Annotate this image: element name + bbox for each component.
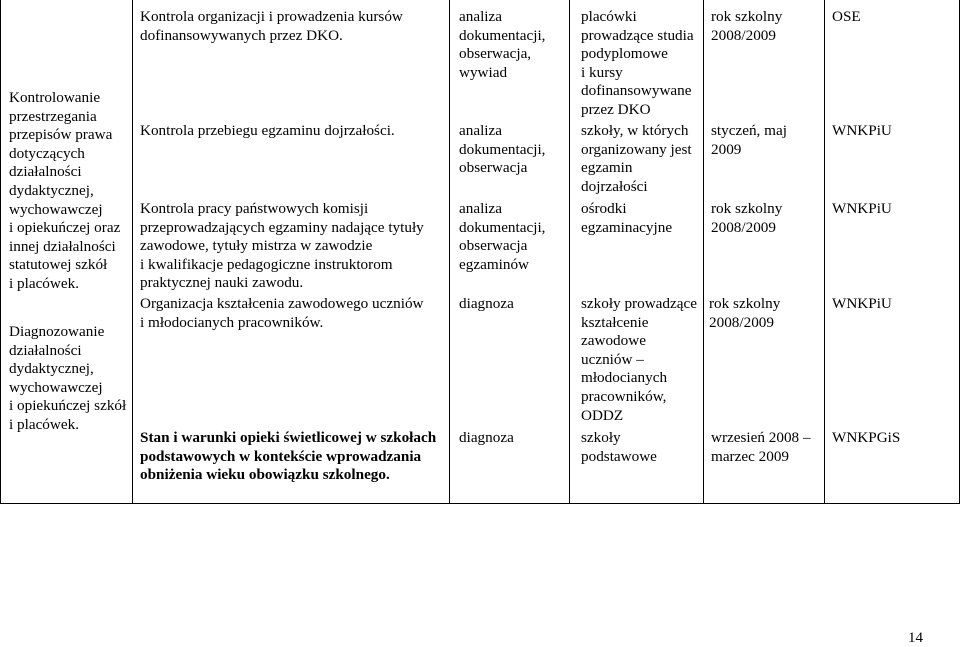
topic-cell: Stan i warunki opieki świetlicowej w szkołach podstawowych w kontekście wprowadzania obniżenia wieku obowiązku szkolnego.: [140, 429, 437, 484]
term-cell: styczeń, maj 2009: [711, 122, 787, 158]
term-cell: wrzesień 2008 – marzec 2009: [711, 429, 811, 465]
method-cell: analiza dokumentacji, obserwacja egzaminów: [459, 200, 546, 273]
unit-cell: WNKPiU: [832, 122, 892, 139]
topic-cell: Organizacja kształcenia zawodowego uczniów i młodocianych pracowników.: [140, 295, 424, 331]
topic-cell: Kontrola przebiegu egzaminu dojrzałości.: [140, 122, 395, 139]
target-cell: placówki prowadzące studia podyplomowe i kursy dofinansowywane przez DKO: [581, 8, 694, 118]
method-cell: diagnoza: [459, 295, 514, 312]
table-border-bottom: [0, 503, 960, 504]
term-cell: rok szkolny 2008/2009: [711, 8, 783, 44]
method-cell: analiza dokumentacji, obserwacja: [459, 122, 546, 177]
unit-cell: OSE: [832, 8, 861, 25]
table-col-divider: [569, 0, 570, 504]
method-cell: diagnoza: [459, 429, 514, 446]
target-cell: szkoły prowadzące kształcenie zawodowe uczniów – młodocianych pracowników, ODDZ: [581, 295, 697, 424]
table-border-left: [0, 0, 1, 504]
term-cell: rok szkolny 2008/2009: [709, 295, 781, 331]
table-col-divider: [824, 0, 825, 504]
table-col-divider: [449, 0, 450, 504]
unit-cell: WNKPiU: [832, 295, 892, 312]
task-cell: Kontrolowanie przestrzegania przepisów prawa dotyczących działalności dydaktycznej, wychowawczej i opiekuńczej oraz innej działalności statutowej szkół i placówek.: [9, 89, 121, 292]
term-cell: rok szkolny 2008/2009: [711, 200, 783, 236]
topic-cell: Kontrola pracy państwowych komisji przeprowadzających egzaminy nadające tytuły zawodowe, tytuły mistrza w zawodzie i kwalifikacje pedagogiczne instruktorom praktycznej nauki zawodu.: [140, 200, 424, 292]
table-col-divider: [703, 0, 704, 504]
method-cell: analiza dokumentacji, obserwacja, wywiad: [459, 8, 546, 81]
page-number: 14: [908, 630, 923, 646]
target-cell: ośrodki egzaminacyjne: [581, 200, 673, 236]
target-cell: szkoły, w których organizowany jest egzamin dojrzałości: [581, 122, 692, 195]
unit-cell: WNKPiU: [832, 200, 892, 217]
table-col-divider: [132, 0, 133, 504]
unit-cell: WNKPGiS: [832, 429, 901, 446]
topic-cell: Kontrola organizacji i prowadzenia kursów dofinansowywanych przez DKO.: [140, 8, 403, 44]
target-cell: szkoły podstawowe: [581, 429, 657, 465]
task-cell: Diagnozowanie działalności dydaktycznej, wychowawczej i opiekuńczej szkół i placówek.: [9, 323, 127, 433]
